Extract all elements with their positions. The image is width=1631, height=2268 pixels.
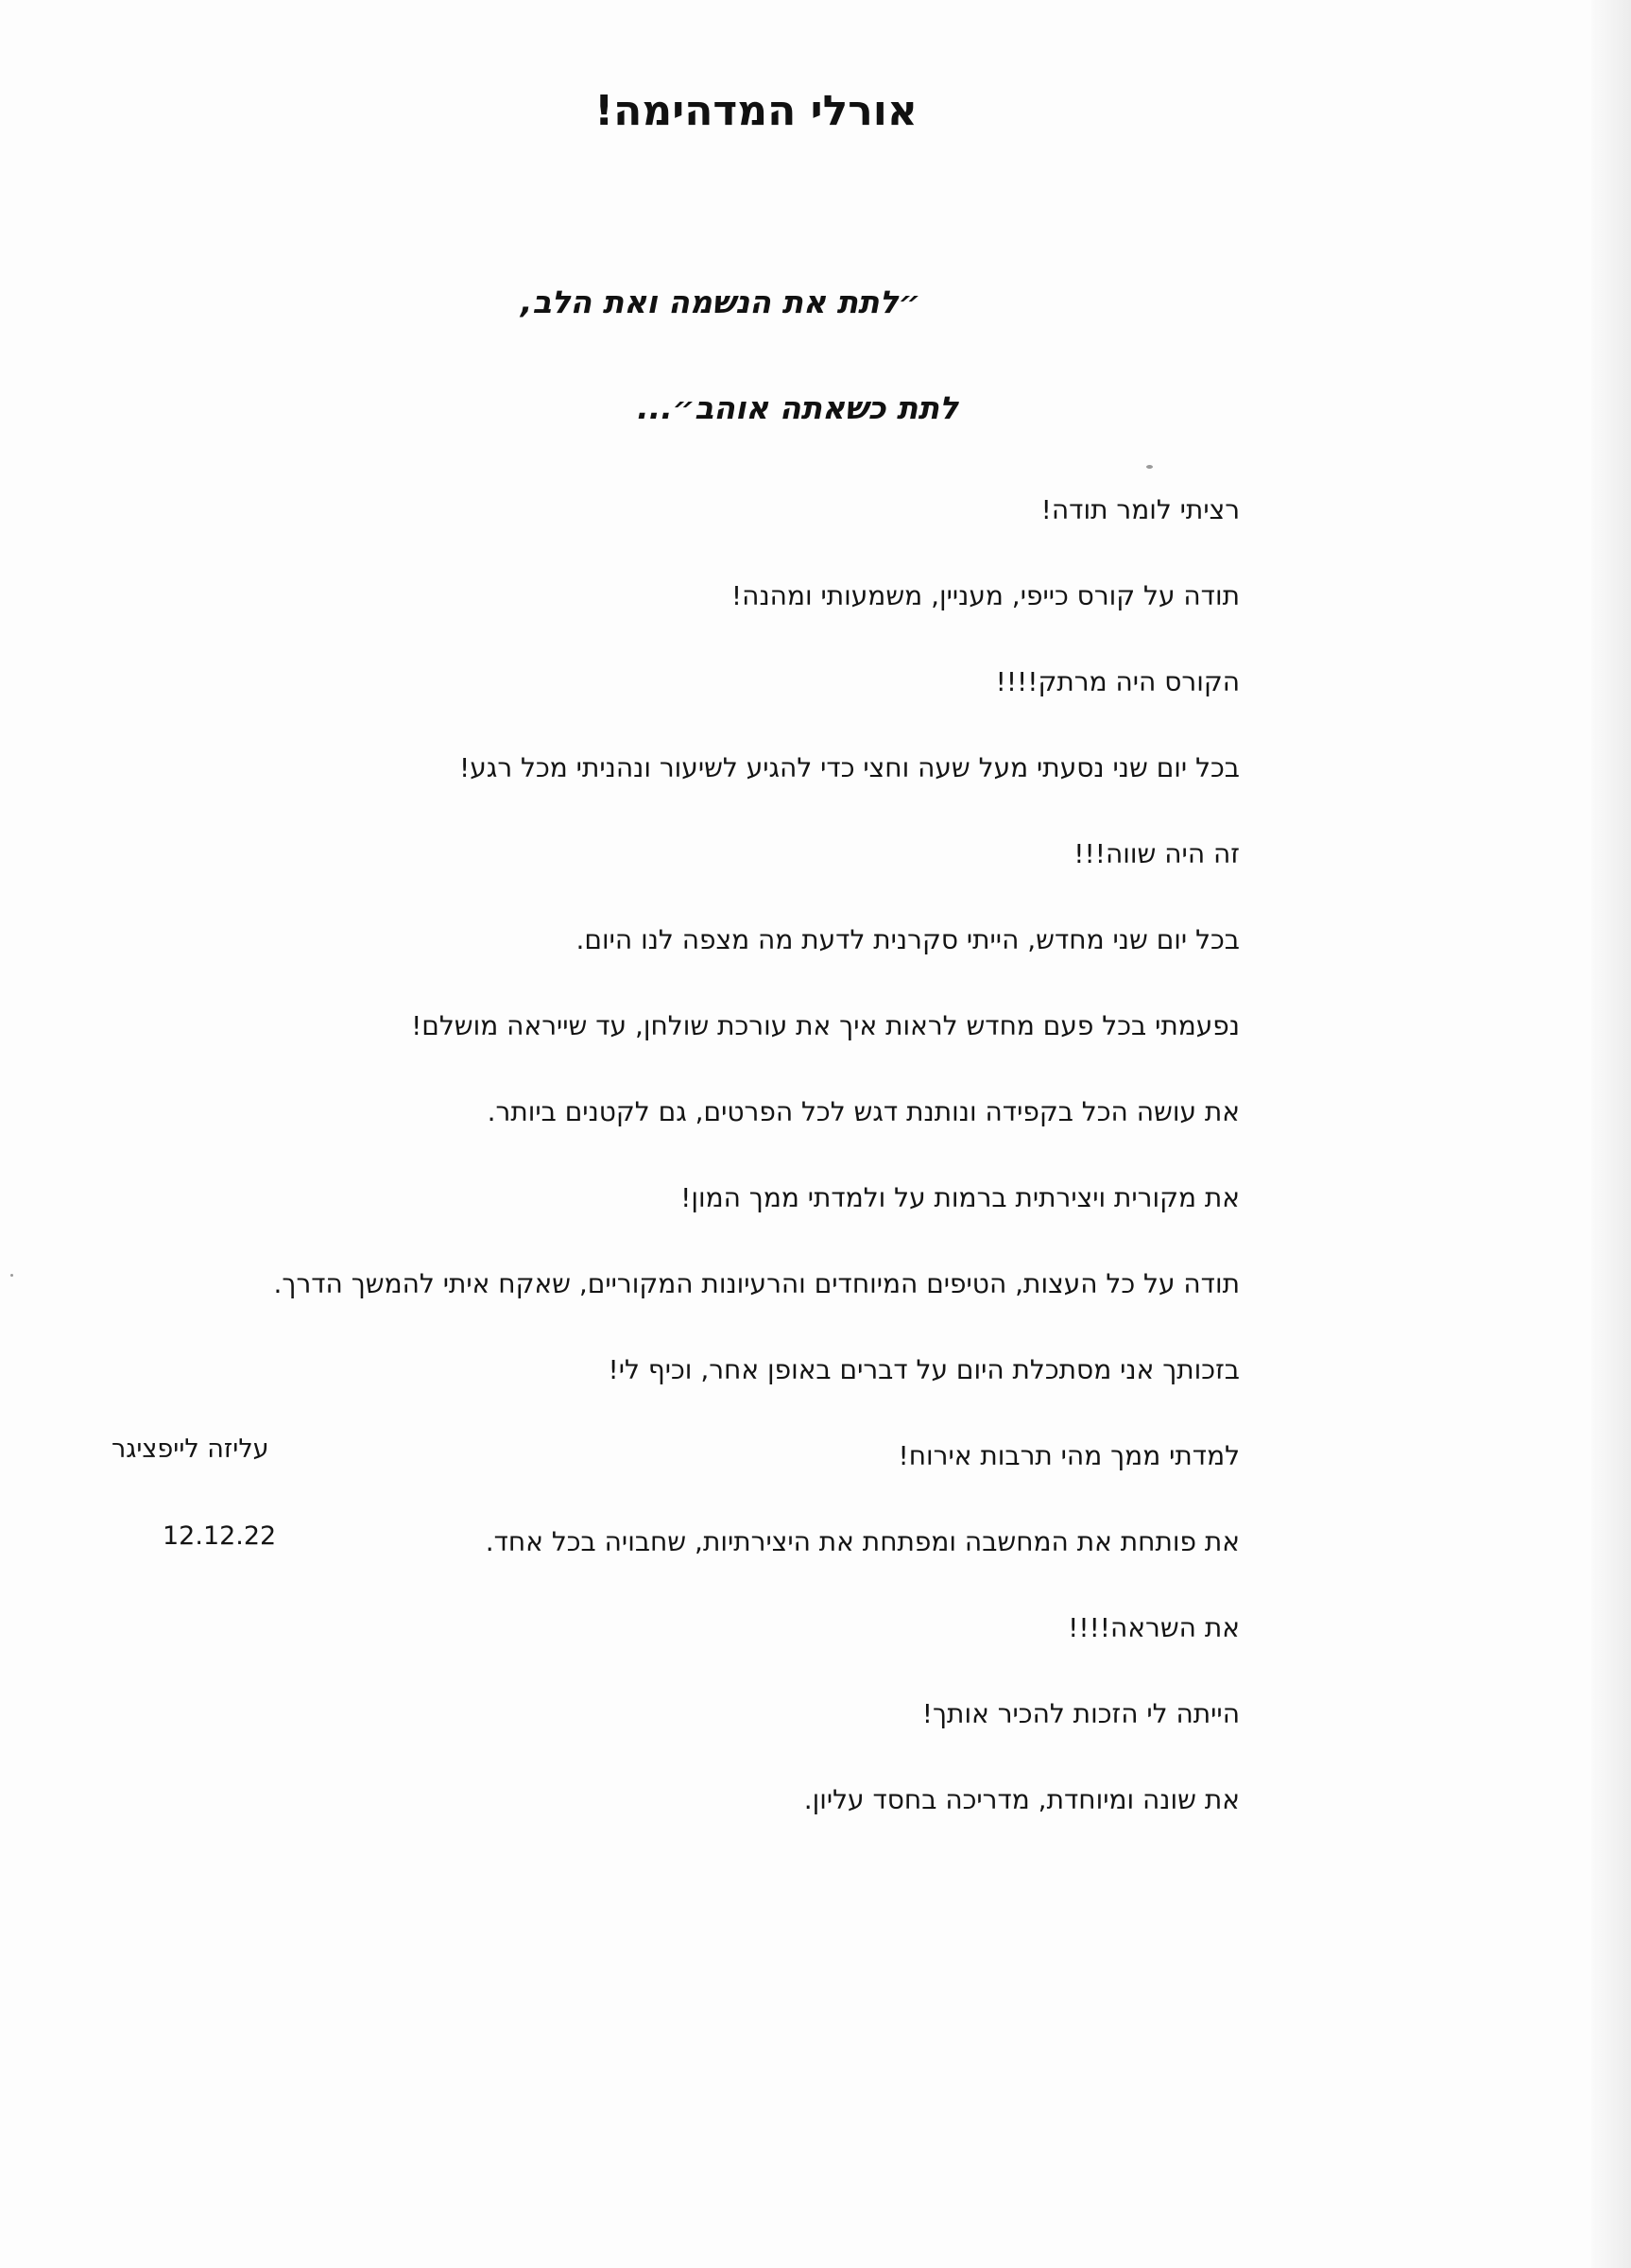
body-line: תודה על כל העצות, הטיפים המיוחדים והרעיונות המקוריים, שאקח איתי להמשך הדרך. (273, 1268, 1240, 1299)
scan-shadow-edge (1591, 0, 1631, 2268)
body-line: בכל יום שני נסעתי מעל שעה וחצי כדי להגיע לשיעור ונהניתי מכל רגע! (459, 752, 1240, 783)
quote-line-2: לתת כשאתה אוהב״... (637, 389, 958, 426)
quote-line-1: ״לתת את הנשמה ואת הלב, (520, 284, 920, 320)
letter-body (273, 491, 1240, 1867)
body-line: הייתה לי הזכות להכיר אותך! (921, 1698, 1240, 1729)
body-line: זה היה שווה!!! (1073, 838, 1240, 869)
letter-title: אורלי המדהימה! (594, 87, 918, 135)
body-line: רציתי לומר תודה! (1040, 494, 1240, 525)
body-line: בכל יום שני מחדש, הייתי סקרנית לדעת מה מצפה לנו היום. (575, 924, 1240, 955)
scan-speck (1146, 465, 1153, 469)
body-line: את שונה ומיוחדת, מדריכה בחסד עליון. (803, 1784, 1240, 1815)
body-line: תודה על קורס כייפי, מעניין, משמעותי ומהנה! (730, 580, 1240, 611)
body-line: נפעמתי בכל פעם מחדש לראות איך את עורכת שולחן, עד שייראה מושלם! (411, 1010, 1240, 1041)
body-line: הקורס היה מרתק!!!! (995, 666, 1240, 697)
scan-speck (10, 1274, 13, 1277)
letter-date: 12.12.22 (163, 1521, 277, 1551)
body-line: את מקורית ויצירתית ברמות על ולמדתי ממך המון! (680, 1182, 1240, 1213)
body-line: את עושה הכל בקפידה ונותנת דגש לכל הפרטים, גם לקטנים ביותר. (487, 1096, 1240, 1127)
body-line: את פותחת את המחשבה ומפתחת את היצירתיות, שחבויה בכל אחד. (485, 1526, 1240, 1557)
signature-name: עליזה לייפציגר (112, 1435, 269, 1464)
body-line: בזכותך אני מסתכלת היום על דברים באופן אחר, וכיף לי! (608, 1354, 1240, 1385)
body-line: את השראה!!!! (1068, 1612, 1240, 1643)
body-line: למדתי ממך מהי תרבות אירוח! (898, 1440, 1240, 1471)
